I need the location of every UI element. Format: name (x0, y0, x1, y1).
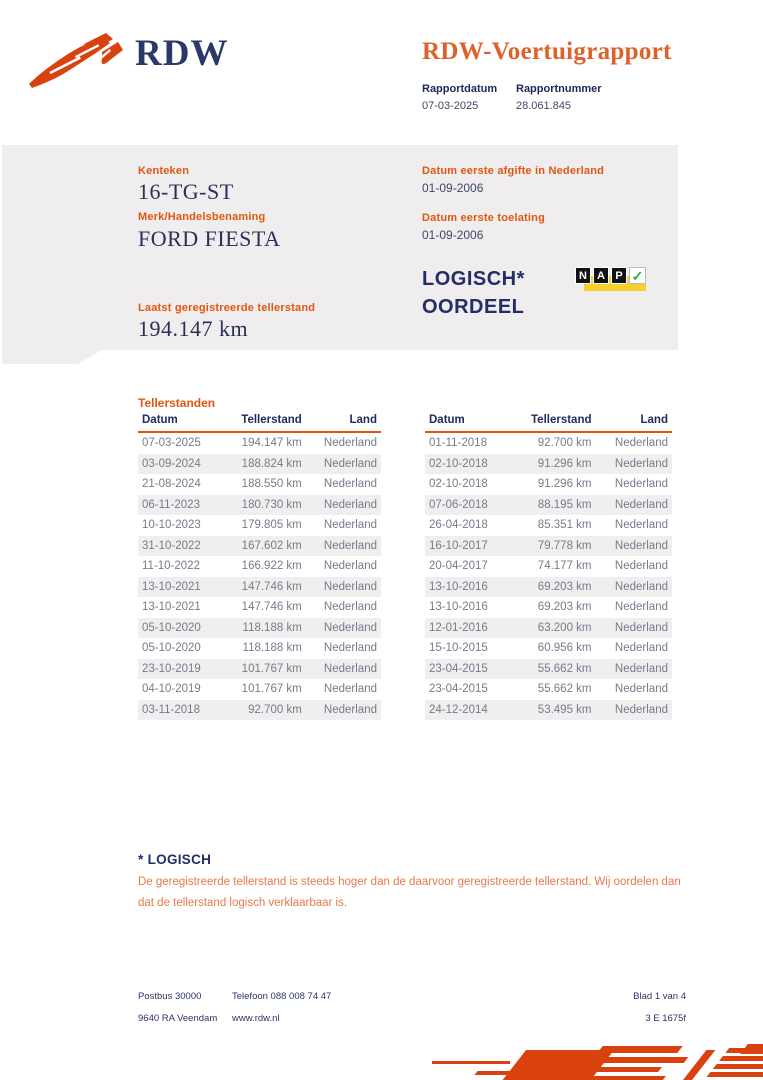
table-row (425, 618, 672, 639)
footer-address-line2: 9640 RA Veendam (138, 1013, 218, 1024)
toelating-value: 01-09-2006 (422, 228, 484, 242)
table-cell-land: Nederland (323, 662, 377, 675)
footnote-heading-text: LOGISCH (147, 852, 212, 867)
table-row (425, 577, 672, 598)
table-cell-tellerstand: 53.495 km (537, 703, 592, 716)
table-cell-land: Nederland (614, 621, 668, 634)
table-cell-land: Nederland (323, 703, 377, 716)
table-cell-land: Nederland (614, 703, 668, 716)
afgifte-label: Datum eerste afgifte in Nederland (422, 165, 605, 177)
table-cell-datum: 16-10-2017 (429, 539, 488, 552)
column-header-datum: Datum (142, 414, 178, 426)
table-row (138, 495, 381, 516)
table-row (425, 433, 672, 454)
table-cell-land: Nederland (614, 498, 668, 511)
table-cell-datum: 07-03-2025 (142, 437, 201, 449)
table-cell-land: Nederland (614, 437, 668, 449)
table-row (138, 577, 381, 598)
table-cell-tellerstand: 92.700 km (537, 437, 592, 449)
table-row (138, 536, 381, 557)
table-cell-tellerstand: 55.662 km (537, 662, 592, 675)
table-cell-land: Nederland (614, 457, 668, 470)
table-cell-land: Nederland (323, 498, 377, 511)
tellerstanden-title: Tellerstanden (138, 396, 216, 410)
table-cell-tellerstand: 88.195 km (537, 498, 592, 511)
table-cell-land: Nederland (614, 560, 668, 572)
afgifte-value: 01-09-2006 (422, 181, 484, 195)
tellerstanden-table-left (138, 411, 381, 720)
table-cell-land: Nederland (614, 519, 668, 531)
table-row (138, 700, 381, 721)
table-row (138, 659, 381, 680)
table-cell-datum: 03-09-2024 (142, 457, 201, 470)
table-cell-datum: 06-11-2023 (142, 498, 200, 511)
table-cell-tellerstand: 60.956 km (537, 642, 592, 654)
table-cell-land: Nederland (614, 642, 668, 654)
nap-checkmark-icon: ✓ (629, 267, 646, 284)
toelating-label: Datum eerste toelating (422, 212, 545, 224)
table-cell-datum: 11-10-2022 (142, 560, 200, 572)
table-cell-datum: 12-01-2016 (429, 621, 488, 634)
column-header-land: Land (349, 414, 377, 426)
table-cell-land: Nederland (323, 437, 377, 449)
table-cell-tellerstand: 118.188 km (242, 642, 302, 654)
table-cell-tellerstand: 180.730 km (241, 498, 302, 511)
footer-doc-code: 3 E 1675f (645, 1013, 686, 1024)
nap-letter-p: P (611, 267, 627, 284)
column-header-tellerstand: Tellerstand (241, 414, 302, 426)
column-header-tellerstand: Tellerstand (531, 414, 592, 426)
table-cell-land: Nederland (614, 580, 668, 593)
table-cell-datum: 26-04-2018 (429, 519, 488, 531)
table-cell-land: Nederland (323, 478, 377, 490)
footnote-asterisk: * (138, 852, 148, 867)
footer-website[interactable]: www.rdw.nl (232, 1013, 280, 1024)
table-cell-land: Nederland (323, 539, 377, 552)
table-cell-tellerstand: 167.602 km (241, 539, 302, 552)
table-cell-tellerstand: 188.824 km (241, 457, 302, 470)
table-row (425, 495, 672, 516)
table-cell-tellerstand: 179.805 km (241, 519, 302, 531)
table-row (425, 536, 672, 557)
laatste-tellerstand-value: 194.147 km (138, 316, 249, 341)
table-body (425, 433, 672, 720)
nap-logo-icon (575, 265, 647, 295)
report-date-value: 07-03-2025 (422, 100, 479, 112)
table-row (138, 556, 381, 577)
report-number-label: Rapportnummer (516, 83, 602, 95)
table-row (425, 679, 672, 700)
table-cell-datum: 15-10-2015 (429, 642, 488, 654)
table-header-row (425, 411, 672, 433)
table-row (425, 659, 672, 680)
footer-page-indicator: Blad 1 van 4 (633, 991, 686, 1002)
table-cell-datum: 21-08-2024 (142, 478, 201, 490)
merk-value: FORD FIESTA (138, 226, 281, 251)
table-cell-tellerstand: 118.188 km (242, 621, 302, 634)
table-row (138, 454, 381, 475)
table-row (425, 597, 672, 618)
table-cell-datum: 05-10-2020 (142, 642, 201, 654)
table-row (425, 700, 672, 721)
nap-letter-n: N (575, 267, 591, 284)
table-cell-tellerstand: 69.203 km (537, 601, 592, 613)
table-cell-tellerstand: 101.767 km (241, 662, 302, 675)
table-cell-land: Nederland (614, 683, 668, 695)
report-date-label: Rapportdatum (422, 83, 498, 95)
table-cell-tellerstand: 85.351 km (537, 519, 592, 531)
table-cell-tellerstand: 91.296 km (537, 457, 592, 470)
table-cell-datum: 23-04-2015 (429, 683, 488, 695)
table-cell-datum: 02-10-2018 (429, 457, 488, 470)
table-cell-tellerstand: 63.200 km (537, 621, 592, 634)
table-cell-land: Nederland (614, 539, 668, 552)
table-cell-land: Nederland (323, 601, 377, 613)
table-row (425, 474, 672, 495)
table-row (425, 638, 672, 659)
page-title: RDW-Voertuigrapport (422, 38, 672, 65)
table-row (425, 454, 672, 475)
table-cell-datum: 04-10-2019 (142, 683, 201, 695)
oordeel-line2: OORDEEL (422, 296, 525, 318)
table-cell-datum: 20-04-2017 (429, 560, 488, 572)
column-header-land: Land (640, 414, 668, 426)
footer-address-line1: Postbus 30000 (138, 991, 202, 1002)
table-cell-datum: 23-04-2015 (429, 662, 488, 675)
tellerstanden-table-right (425, 411, 672, 720)
table-row (138, 638, 381, 659)
table-cell-datum: 10-10-2023 (142, 519, 201, 531)
table-row (425, 556, 672, 577)
table-cell-tellerstand: 166.922 km (241, 560, 302, 572)
table-cell-land: Nederland (614, 662, 668, 675)
table-cell-datum: 05-10-2020 (142, 621, 201, 634)
footnote-heading (138, 852, 211, 867)
oordeel-line1: LOGISCH* (422, 268, 525, 290)
table-cell-tellerstand: 55.662 km (537, 683, 592, 695)
table-cell-datum: 13-10-2016 (429, 601, 488, 613)
table-cell-datum: 24-12-2014 (429, 703, 488, 716)
table-cell-tellerstand: 101.767 km (241, 683, 302, 695)
table-cell-tellerstand: 147.746 km (241, 580, 302, 593)
table-cell-datum: 02-10-2018 (429, 478, 488, 490)
table-cell-land: Nederland (323, 683, 377, 695)
table-cell-land: Nederland (323, 560, 377, 572)
table-body (138, 433, 381, 720)
table-row (138, 474, 381, 495)
table-cell-tellerstand: 79.778 km (537, 539, 592, 552)
column-header-datum: Datum (429, 414, 465, 426)
footer-phone: Telefoon 088 008 74 47 (232, 991, 332, 1002)
rdw-logo-icon (26, 30, 134, 96)
table-cell-land: Nederland (323, 519, 377, 531)
table-header-row (138, 411, 381, 433)
table-cell-tellerstand: 69.203 km (537, 580, 592, 593)
table-cell-datum: 01-11-2018 (429, 437, 487, 449)
kenteken-value: 16-TG-ST (138, 179, 234, 204)
table-cell-land: Nederland (323, 580, 377, 593)
laatste-tellerstand-label: Laatst geregistreerde tellerstand (138, 302, 316, 314)
table-cell-tellerstand: 147.746 km (241, 601, 302, 613)
rdw-wordmark: RDW (135, 33, 229, 74)
table-cell-tellerstand: 92.700 km (248, 703, 302, 716)
merk-label: Merk/Handelsbenaming (138, 211, 266, 223)
table-row (425, 515, 672, 536)
table-cell-land: Nederland (614, 601, 668, 613)
table-cell-datum: 03-11-2018 (142, 703, 200, 716)
kenteken-label: Kenteken (138, 165, 190, 177)
table-cell-land: Nederland (323, 457, 377, 470)
nap-letter-a: A (593, 267, 609, 284)
table-row (138, 597, 381, 618)
footnote-text: De geregistreerde tellerstand is steeds hoger dan de daarvoor geregistreerde tellerstand. Wij oordelen dan dat de tellerstand logisch verklaarbaar is. (138, 876, 681, 909)
table-row (138, 679, 381, 700)
table-cell-datum: 13-10-2021 (142, 601, 201, 613)
table-cell-land: Nederland (323, 642, 377, 654)
table-row (138, 515, 381, 536)
table-cell-datum: 07-06-2018 (429, 498, 488, 511)
table-row (138, 433, 381, 454)
table-cell-land: Nederland (323, 621, 377, 634)
table-cell-tellerstand: 194.147 km (241, 437, 302, 449)
table-cell-datum: 31-10-2022 (142, 539, 201, 552)
table-cell-tellerstand: 188.550 km (241, 478, 302, 490)
table-cell-datum: 23-10-2019 (142, 662, 201, 675)
vehicle-summary-panel (2, 145, 678, 364)
table-cell-datum: 13-10-2021 (142, 580, 201, 593)
table-cell-land: Nederland (614, 478, 668, 490)
table-cell-datum: 13-10-2016 (429, 580, 488, 593)
table-row (138, 618, 381, 639)
table-cell-tellerstand: 74.177 km (537, 560, 592, 572)
report-number-value: 28.061.845 (516, 100, 572, 112)
table-cell-tellerstand: 91.296 km (537, 478, 592, 490)
